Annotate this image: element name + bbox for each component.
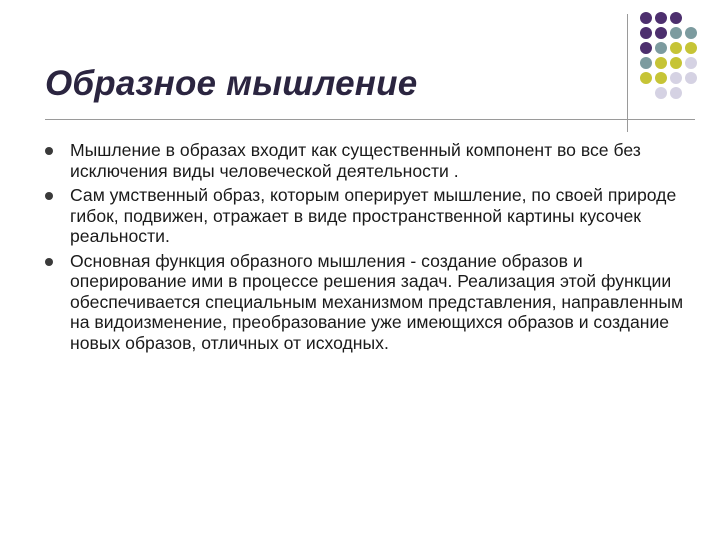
vertical-divider — [627, 14, 628, 132]
bullet-item — [45, 185, 695, 247]
bullet-text: Основная функция образного мышления - создание образов и оперирование ими в процессе решения задач. Реализация этой функции обеспечивается специальным механизмом представления, направленным на видоизменение, преобразование уже имеющихся образов и создание новых образов, отличных от исходных. — [70, 250, 684, 353]
decorative-dot — [670, 57, 682, 69]
slide-title: Образное мышление — [45, 64, 418, 103]
decorative-dot — [685, 42, 697, 54]
decorative-dot — [670, 12, 682, 24]
decorative-dot — [640, 42, 652, 54]
decorative-dot — [670, 27, 682, 39]
decorative-dot — [640, 57, 652, 69]
decorative-dot — [685, 27, 697, 39]
bullet-item — [45, 140, 695, 181]
bullet-text: Мышление в образах входит как существенный компонент во все без исключения виды человеческой деятельности . — [70, 140, 641, 181]
bullet-list — [45, 140, 695, 357]
decorative-dot — [655, 57, 667, 69]
decorative-dot — [655, 42, 667, 54]
decorative-dot — [685, 57, 697, 69]
decorative-dot — [640, 72, 652, 84]
bullet-dot-icon — [45, 192, 53, 200]
decorative-dot — [685, 72, 697, 84]
decorative-dot — [670, 87, 682, 99]
title-divider — [45, 119, 695, 120]
decorative-dot — [640, 27, 652, 39]
bullet-text: Сам умственный образ, которым оперирует мышление, по своей природе гибок, подвижен, отражает в виде пространственной картины кусочек реальности. — [70, 185, 677, 246]
bullet-dot-icon — [45, 147, 53, 155]
decorative-dot — [655, 12, 667, 24]
decorative-dot — [655, 72, 667, 84]
decorative-dot — [670, 72, 682, 84]
decorative-dot — [655, 87, 667, 99]
bullet-dot-icon — [45, 258, 53, 266]
decorative-dot — [640, 12, 652, 24]
bullet-item — [45, 251, 695, 354]
decorative-dot — [655, 27, 667, 39]
decorative-dot — [670, 42, 682, 54]
